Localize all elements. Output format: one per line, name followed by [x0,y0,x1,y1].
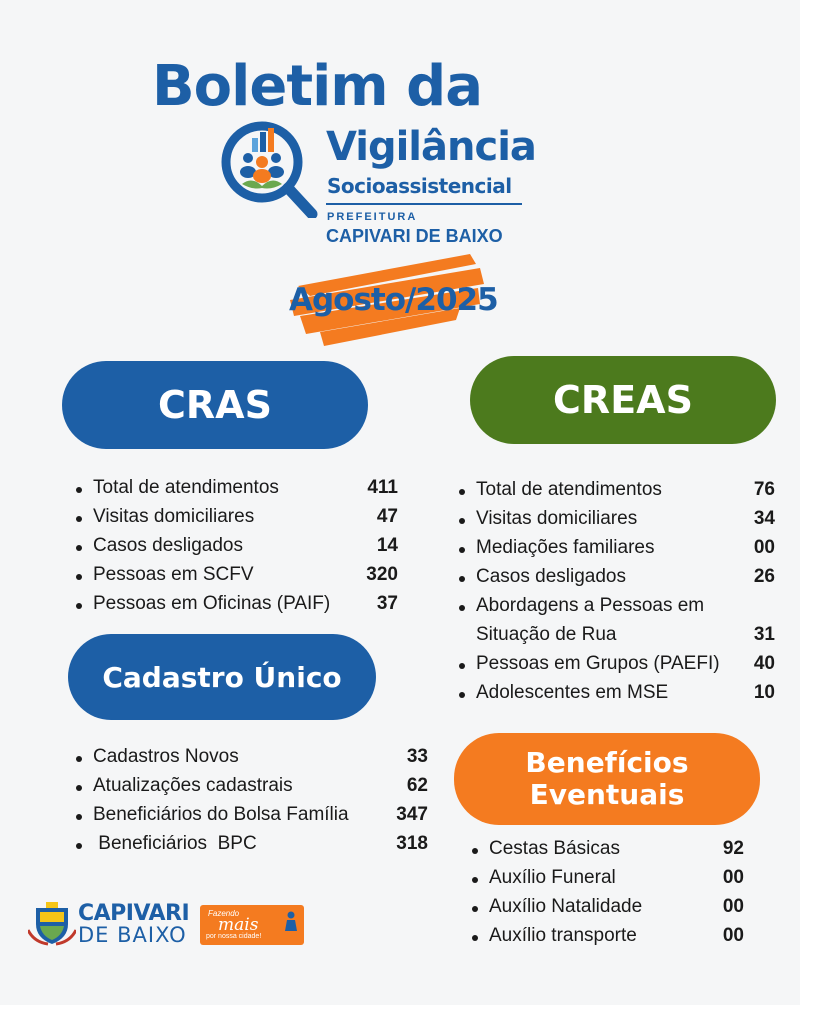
list-item: Visitas domiciliares 34 [459,508,779,537]
cras-list [76,477,406,622]
municipio-label: CAPIVARI DE BAIXO [326,226,503,246]
list-item: Atualizações cadastrais 62 [76,775,436,804]
list-item: Mediações familiares 00 [459,537,779,566]
slogan-line2: mais [218,915,259,935]
beneficios-title-line1: Benefícios [525,746,689,779]
list-item: Casos desligados 14 [76,535,406,564]
slogan-line3: por nossa cidade! [206,933,262,940]
list-item: Pessoas em SCFV 320 [76,564,406,593]
list-item: Cestas Básicas 92 [472,838,752,867]
list-item: Pessoas em Grupos (PAEFI) 40 [459,653,779,682]
cadastro-list [76,746,436,862]
footer-logo-line1: CAPIVARI [78,901,190,926]
cras-heading: CRAS [62,361,368,449]
bulletin-title: Boletim da [152,54,483,119]
list-item: Total de atendimentos 76 [459,479,779,508]
list-item: Beneficiários BPC 318 [76,833,436,862]
title-vigilancia: Vigilância [326,124,536,170]
list-item: Cadastros Novos 33 [76,746,436,775]
header-divider [326,203,522,205]
creas-list [459,479,779,711]
list-item: Total de atendimentos 411 [76,477,406,506]
slogan-line1: Fazendo [208,909,240,918]
title-socioassistencial: Socioassistencial [327,174,512,198]
list-item: Visitas domiciliares 47 [76,506,406,535]
city-crest-icon [28,902,76,946]
footer-logo-line2: DE BAIXO [78,923,187,947]
list-item: Pessoas em Oficinas (PAIF) 37 [76,593,406,622]
cadastro-unico-heading: Cadastro Único [68,634,376,720]
list-item: Auxílio transporte 00 [472,925,752,954]
person-icon [284,911,298,931]
creas-heading: CREAS [470,356,776,444]
beneficios-eventuais-heading [454,733,760,825]
list-item: Auxílio Funeral 00 [472,867,752,896]
list-item: Abordagens a Pessoas em Situação de Rua 31 [459,595,779,653]
list-item: Adolescentes em MSE 10 [459,682,779,711]
bulletin-month: Agosto/2025 [289,282,498,318]
magnifier-people-icon [218,118,318,218]
list-item: Auxílio Natalidade 00 [472,896,752,925]
beneficios-title-line2: Eventuais [529,778,685,811]
prefeitura-label: PREFEITURA [327,211,418,223]
footer-slogan-badge [200,905,304,945]
beneficios-list [472,838,752,954]
list-item: Beneficiários do Bolsa Família 347 [76,804,436,833]
list-item: Casos desligados 26 [459,566,779,595]
